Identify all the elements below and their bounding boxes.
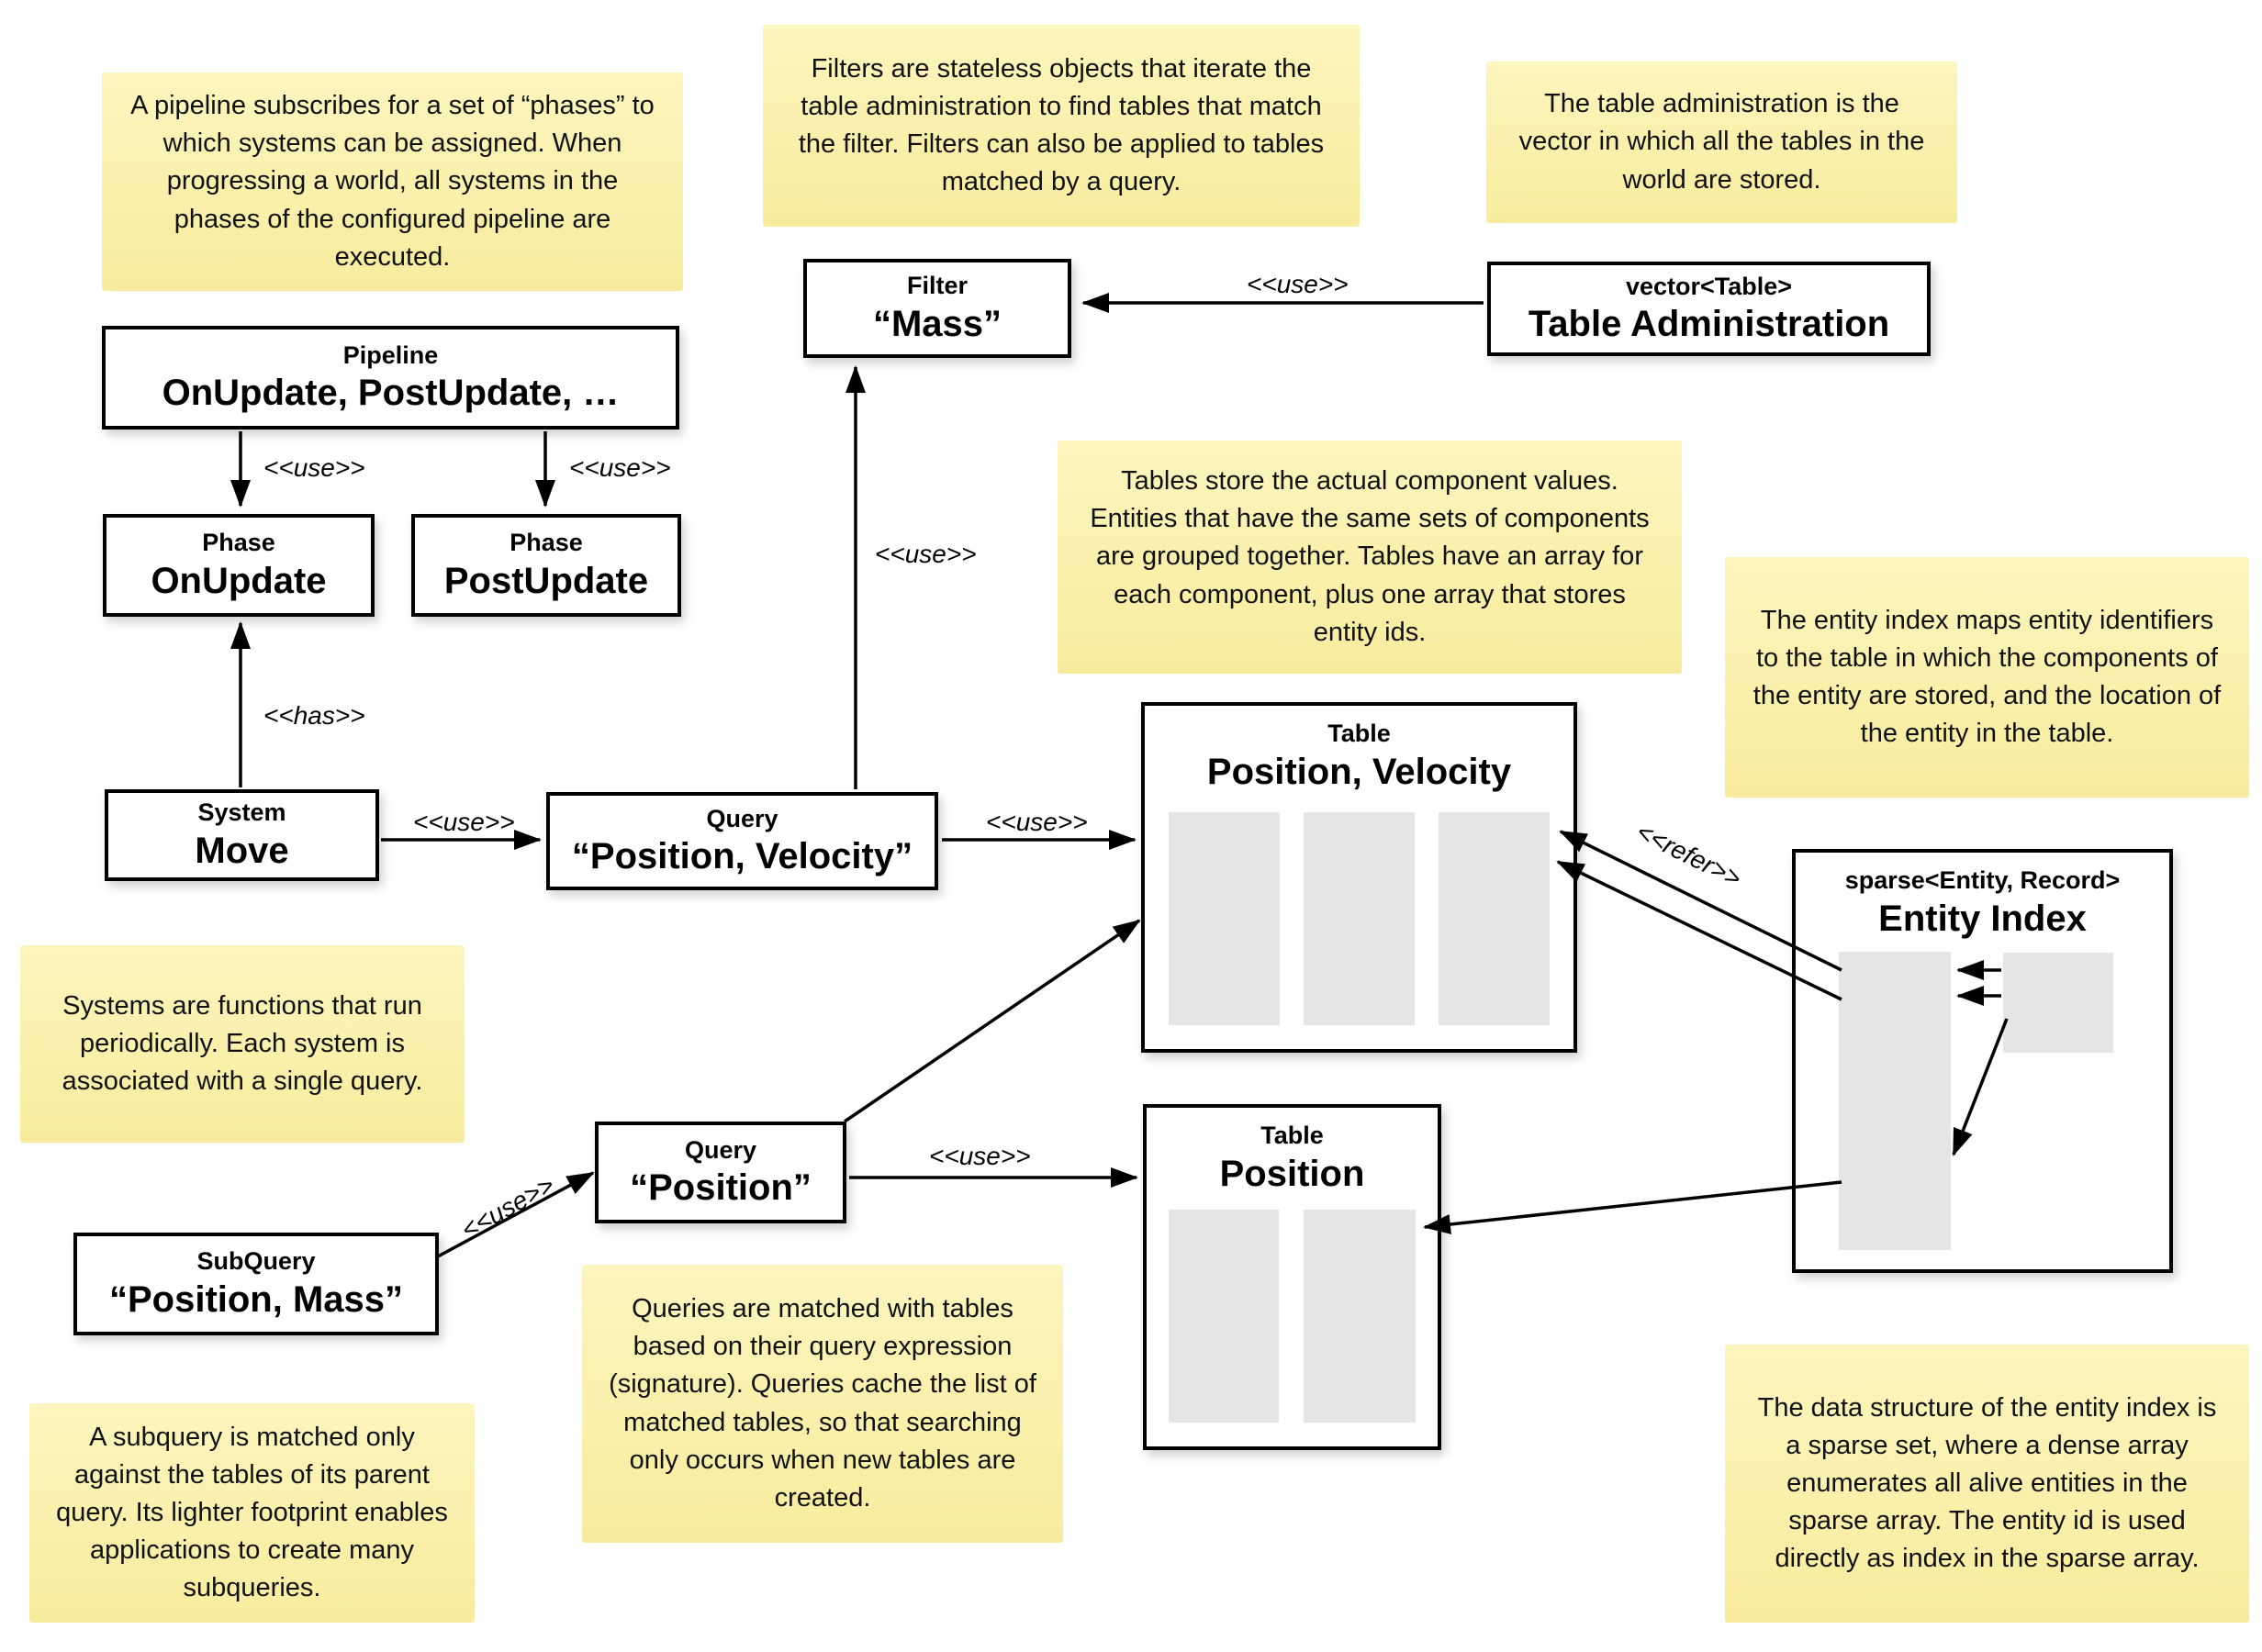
use-label: <<use>> [929,1142,1031,1170]
query-position-velocity-name: “Position, Velocity” [571,836,913,877]
system-move-box [105,789,379,881]
filter-box [803,259,1071,358]
query-position-name: “Position” [630,1167,812,1209]
refer-label: <<refer>> [1631,817,1746,893]
pipeline-stereotype: Pipeline [342,340,439,369]
use-label: <<use>> [875,540,977,568]
use-label: <<use>> [569,453,671,482]
phase-onupdate-stereotype: Phase [202,529,275,557]
table-administration-stereotype: vector<Table> [1625,272,1793,300]
phase-postupdate-stereotype: Phase [510,529,583,557]
note-table-administration: The table administration is the vector in which all the tables in the world are stored. [1486,61,1957,223]
component-array [1304,1210,1416,1423]
query-position-velocity-stereotype: Query [706,804,778,832]
note-queries: Queries are matched with tables based on their query expression (signature). Queries cache the list of matched tables, so that searching only occurs when new tables are created. [582,1265,1063,1543]
use-label: <<use>> [413,808,515,836]
use-label: <<use>> [263,453,365,482]
phase-onupdate-name: OnUpdate [151,560,327,601]
edge-queryp-tablepv [845,921,1139,1122]
subquery-box [73,1233,439,1335]
query-position-velocity-box [546,792,938,890]
subquery-stereotype: SubQuery [196,1247,316,1276]
table-position-velocity-box [1141,702,1577,1053]
phase-onupdate-box [103,514,375,617]
note-tables: Tables store the actual component values. Entities that have the same sets of components are grouped together. Tables have an array for each component, plus one array that stores entity ids. [1058,441,1682,674]
has-label: <<has>> [263,701,365,730]
phase-postupdate-name: PostUpdate [443,560,649,601]
table-administration-box [1487,262,1931,356]
table-position-box [1143,1104,1441,1450]
edge-entityindex-tablep [1425,1182,1842,1227]
use-label: <<use>> [986,808,1088,836]
system-move-stereotype: System [197,798,286,827]
component-array [1169,1210,1279,1423]
note-systems: Systems are functions that run periodically. Each system is associated with a single query. [20,945,465,1143]
table-position-velocity-name: Position, Velocity [1206,751,1512,792]
entity-index-name: Entity Index [1878,898,2087,939]
pipeline-name: OnUpdate, PostUpdate, … [162,373,620,414]
dense-array [2003,953,2113,1053]
sparse-array [1839,952,1951,1250]
note-filters: Filters are stateless objects that iterate the table administration to find tables that match the filter. Filters can also be applied to tables matched by a query. [763,25,1360,227]
component-array [1169,812,1280,1025]
entity-index-box [1792,849,2173,1273]
note-entity-index: The entity index maps entity identifiers to the table in which the components of the entity are stored, and the location of the entity in the table. [1725,557,2249,798]
component-array [1304,812,1415,1025]
note-pipeline: A pipeline subscribes for a set of “phases” to which systems can be assigned. When progressing a world, all systems in the phases of the configured pipeline are executed. [102,73,683,291]
note-sparse-set: The data structure of the entity index is a sparse set, where a dense array enumerates all alive entities in the sparse array. The entity id is used directly as index in the sparse array. [1725,1345,2249,1623]
table-position-stereotype: Table [1260,1122,1324,1149]
table-position-name: Position [1219,1153,1365,1194]
component-array [1439,812,1550,1025]
table-administration-name: Table Administration [1528,304,1890,345]
filter-stereotype: Filter [906,272,968,300]
query-position-stereotype: Query [684,1135,757,1164]
note-subquery: A subquery is matched only against the tables of its parent query. Its lighter footprint enables applications to create many subqueries. [29,1403,475,1623]
phase-postupdate-box [411,514,681,617]
subquery-name: “Position, Mass” [108,1278,404,1320]
use-label: <<use>> [456,1170,559,1245]
use-label: <<use>> [1247,270,1349,298]
table-position-velocity-stereotype: Table [1327,720,1391,747]
filter-name: “Mass” [872,303,1002,344]
pipeline-box [102,326,679,430]
entity-index-stereotype: sparse<Entity, Record> [1844,866,2121,894]
system-move-name: Move [195,830,289,871]
query-position-box [595,1122,846,1223]
